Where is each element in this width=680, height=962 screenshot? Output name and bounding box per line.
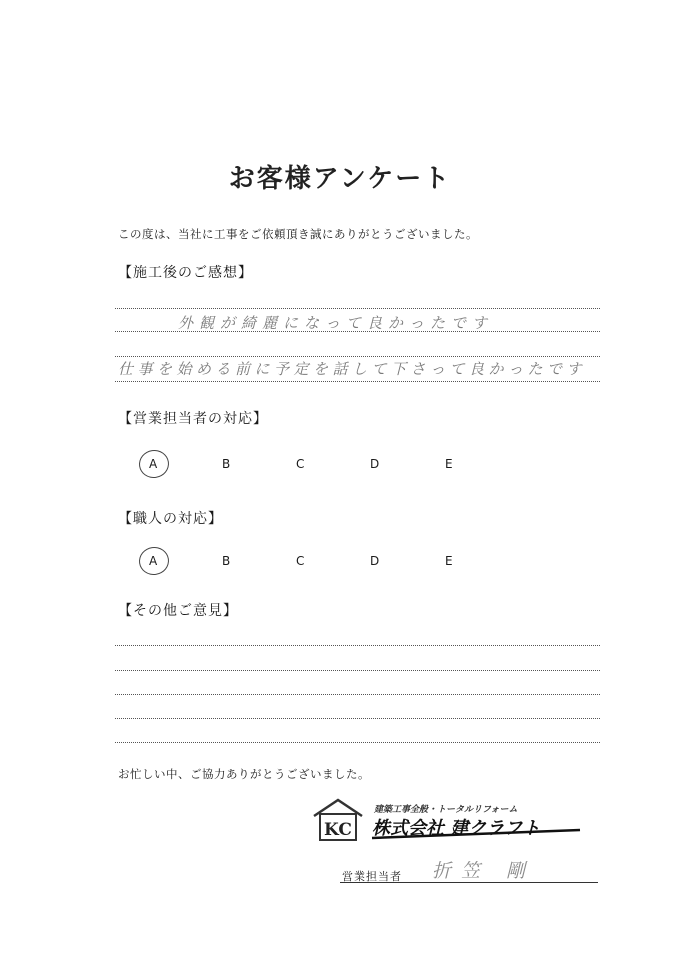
dotted-line [115,308,600,309]
dotted-line [115,718,600,719]
svg-text:建築工事全般・トータルリフォーム: 建築工事全般・トータルリフォーム [374,805,518,815]
section-heading-sales: 【営業担当者の対応】 [118,411,268,427]
dotted-line [115,381,600,382]
section-heading-impressions: 【施工後のご感想】 [118,265,253,281]
rating-option-a: A [149,457,158,471]
dotted-line [115,356,600,357]
rating-option-c: C [296,457,305,471]
rating-option-e: E [445,554,453,568]
staff-signature: 折笠 剛 [432,860,536,882]
svg-text:株式会社 建クラフト: 株式会社 建クラフト [372,818,541,839]
rating-option-a: A [149,554,158,568]
closing-text: お忙しい中、ご協力ありがとうございました。 [118,767,370,781]
rating-option-d: D [370,457,380,471]
house-logo-icon [314,800,362,840]
intro-text: この度は、当社に工事をご依頼頂き誠にありがとうございました。 [118,227,478,241]
dotted-line [115,742,600,743]
section-heading-craftsman: 【職人の対応】 [118,511,223,527]
rating-option-d: D [370,554,380,568]
rating-option-c: C [296,554,305,568]
section-heading-other: 【その他ご意見】 [118,603,238,619]
handwritten-comment-line-1: 外観が綺麗になって良かったです [178,314,494,332]
rating-option-b: B [222,554,231,568]
dotted-line [115,670,600,671]
svg-text:KC: KC [324,820,352,840]
dotted-line [115,645,600,646]
signature-line [340,882,598,883]
rating-option-b: B [222,457,231,471]
company-logo [310,796,600,844]
page-title: お客様アンケート [228,164,452,194]
staff-label: 営業担当者 [342,870,402,883]
dotted-line [115,694,600,695]
handwritten-comment-line-2: 仕事を始める前に予定を話して下さって良かったです [118,360,587,378]
rating-option-e: E [445,457,453,471]
